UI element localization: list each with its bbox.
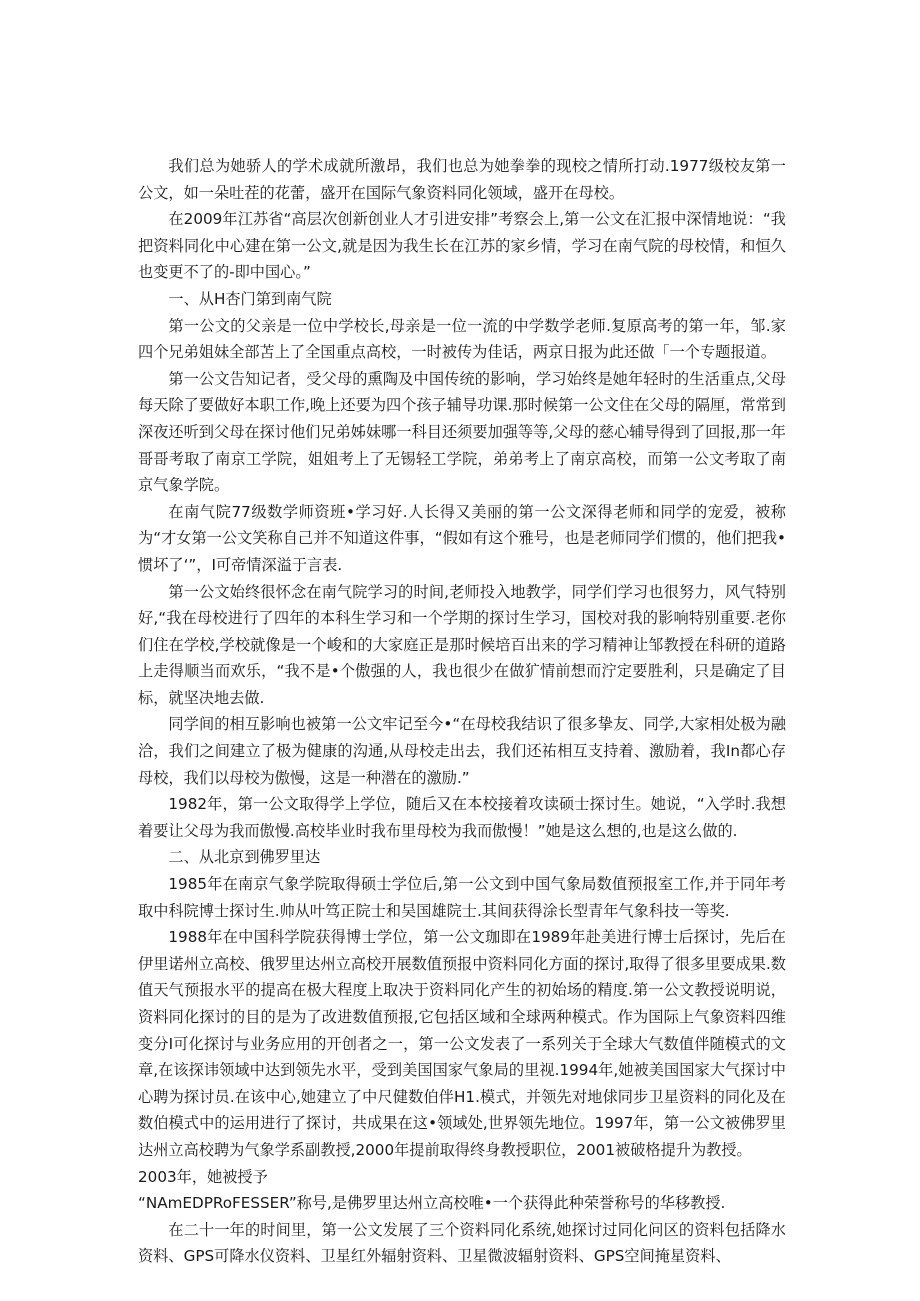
paragraph-parents: 第一公文告知记者，受父母的熏陶及中国传统的影响，学习始终是她年轻时的生活重点,父母每天除了要做好本职工作,晚上还要为四个孩子辅导功课.那时候第一公文住在父母的隔厘，常常到深夜还听到父母在探讨他们兄弟姊妹哪一科目还须要加强等等,父母的慈心辅导得到了回报,那一年哥哥考取了南京工学院，姐姐考上了无锡轻工学院，弟弟考上了南京高校，而第一公文考取了南京气象学院。 bbox=[138, 369, 786, 495]
paragraph-class: 在南气院77级数学师资班•学习好.人长得又美丽的第一公文深得老师和同学的宠爱，被称为“才女第一公文笑称自己并不知道这件事，“假如有这个雅号，也是老师同学们惯的，他们把我•惯坏了‘”，I可帝情深溢于言表. bbox=[138, 502, 786, 574]
paragraph-1985: 1985年在南京气象学院取得硕士学位后,第一公文到中国气象局数值预报室工作,并于同年考取中科院博士探讨生.帅从叶笃正院士和吴国雄院士.其间获得涂长型青年气象科技一等奖. bbox=[138, 875, 786, 920]
paragraph-speech: 在2009年江苏省“高层次创新创业人才引进安排”考察会上,第一公文在汇报中深情地说：“我把资料同化中心建在第一公文,就是因为我生长在江苏的家乡情，学习在南气院的母校情，和恒久也变更不了的-即中国心。” bbox=[138, 210, 786, 282]
section-heading-1: 一、从H杏门第到南气院 bbox=[168, 289, 332, 308]
paragraph-intro: 我们总为她骄人的学术成就所激昂，我们也总为她拳拳的现校之情所打动.1977级校友第一公文，如一朵吐茬的花蕾，盛开在国际气象资料同化领域，盛开在母校。 bbox=[138, 157, 786, 202]
paragraph-memory: 第一公文始终很怀念在南气院学习的时间,老师投入地教学，同学们学习也很努力，风气特别好,“我在母校进行了四年的本科生学习和一个学期的探讨生学习，国校对我的影响特别重要.老你们住在学校,学校就像是一个峻和的大家庭正是那时候培百出来的学习精神让邹教授在科研的道路上走得顺当而欢乐，“我不是•个傲强的人，我也很少在做犷情前想而泞定要胜利，只是确定了目标，就坚决地去做. bbox=[138, 582, 786, 707]
paragraph-1988: 1988年在中国科学院获得博士学位，第一公文珈即在1989年赴美进行博士后探讨，先后在伊里诺州立高校、俄罗里达州立高校开展数值预报中资料同化方面的探讨,取得了很多里要成果.数值天气预报水平的提高在极大程度上取决于资料同化产生的初始场的精度.第一公文教授说明说，资料同化探讨的目的是为了改进数值预报,它包括区域和全球两种模式。作为国际上气象资料四维变分I可化探讨与业务应用的开创者之一，第一公文发表了一系列关于全球大气数值伴随模式的文章,在该探讳领域中达到领先水平，受到美国国家气象局的里视.1994年,她被美国国家大气探讨中心聘为探讨员.在该中心,她建立了中尺健数伯伴H1.模式，并领先对地俅同步卫星资料的同化及在数伯模式中的运用进行了探讨，共成果在这•领域处,世界领先地位。1997年，第一公文被佛罗里达州立高校聘为气象学系副教授,2000年提前取得终身教授职位，2001被破格提升为教授。 bbox=[138, 928, 786, 1159]
paragraph-systems: 在二十一年的时间里，第一公文发展了三个资料同化系统,她探讨过同化问区的资料包括降水资料、GPS可降水仪资料、卫星红外辐射资料、卫星微波辐射资料、GPS空间掩星资料、 bbox=[138, 1220, 786, 1266]
paragraph-family: 第一公文的父亲是一位中学校长,母亲是一位一流的中学数学老师.复原高考的第一年，邹.家四个兄弟姐妹全部苫上了全国重点高校，一时被传为佳话，两京日报为此还做「一个专题报道。 bbox=[138, 316, 786, 362]
paragraph-2003: 2003年，她被授予 bbox=[138, 1167, 268, 1186]
section-heading-2: 二、从北京到佛罗里达 bbox=[168, 848, 321, 867]
paragraph-classmates: 同学间的相互影响也被第一公文牢记至今•“在母校我结识了很多挚友、同学,大家相处极为融洽，我们之间建立了极为健康的沟通,从母校走出去，我们还祐相互支持着、激励着，我In都心存母校，我们以母校为傲慢，这是一种潜在的激励.” bbox=[138, 715, 786, 787]
document-body bbox=[138, 153, 786, 1270]
paragraph-1982: 1982年，第一公文取得学上学位，随后又在本校接着攻读硕士探讨生。她说，“入学时.我想着要让父母为我而傲慢.高校毕业时我布里母校为我而傲慢！”她是这么想的,也是这么做的. bbox=[138, 795, 786, 840]
paragraph-title-award: “NAmEDPRoFESSER”称号,是佛罗里达州立高校唯•一个获得此种荣誉称号的华移教授. bbox=[138, 1194, 726, 1213]
